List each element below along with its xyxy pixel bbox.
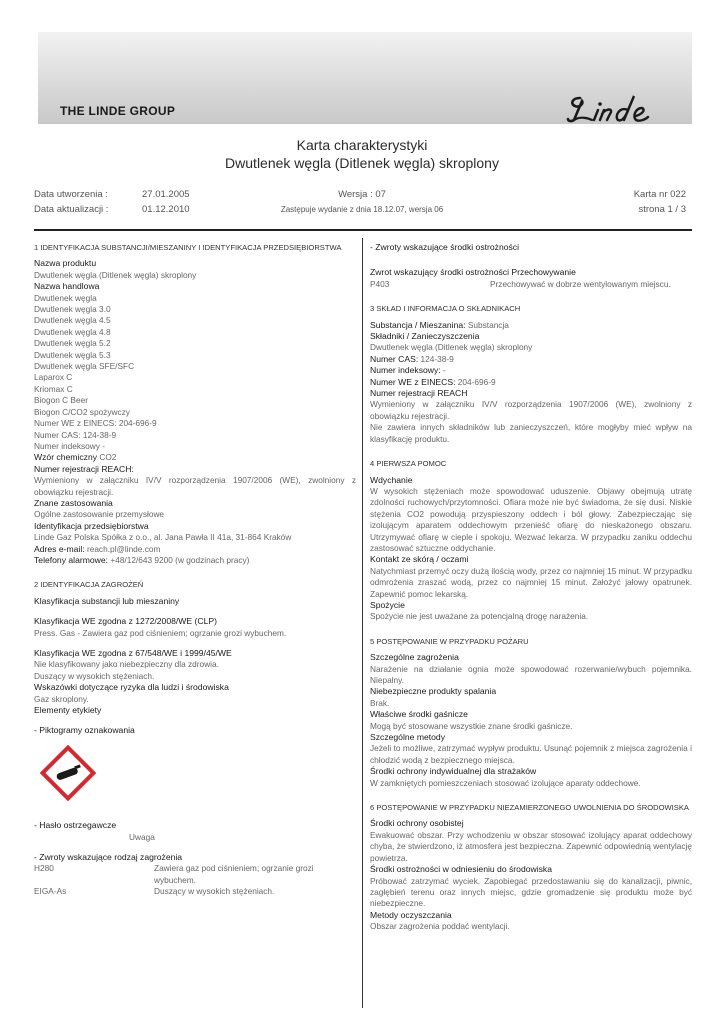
reach-text: Wymieniony w załączniku IV/V rozporządzenia 1907/2006 (WE), zwolniony z obowiązku rejestracji. (34, 475, 356, 497)
inhalation-text: W wysokich stężeniach może spowodować uduszenie. Objawy obejmują utratę zdolności ruchowych/przytomności. Ofiara może nie być świadoma, że się dusi. Niskie stężenia CO2 powodują przyspieszony oddech i ból głowy. Zabezpieczając się izolującym aparatem oddechowym przenieść ofiarę do nieskażonego obszaru. Utrzymywać ofiarę w cieple i spokoju. Wezwać lekarza. W przypadku zaniku oddechu zastosować sztuczne oddychanie. (370, 485, 692, 553)
label-elements: Elementy etykiety (34, 705, 102, 716)
trade-name-label: Nazwa handlowa (34, 281, 100, 292)
extinguishing-label: Właściwe środki gaśnicze (370, 709, 468, 720)
special-methods-text: Jeżeli to możliwe, zatrzymać wypływ produktu. Usunąć pojemnik z miejsca zagrożenia i chłodzić wodą z bezpiecznego miejsca. (370, 743, 692, 765)
cleanup-label: Metody oczyszczania (370, 909, 452, 920)
reach-text-right: Wymieniony w załączniku IV/V rozporządzenia 1907/2006 (WE), zwolniony z obowiązku rejestracji. (370, 399, 692, 421)
formula-label: Wzór chemiczny (34, 452, 98, 463)
combustion-text: Brak. (370, 697, 390, 708)
precaution-code: P403 (370, 278, 390, 289)
phone-label: Telefony alarmowe: (34, 554, 109, 565)
trade-name-item: Dwutlenek węgla 4.5 (34, 315, 111, 326)
trade-name-item: Numer indeksowy - (34, 440, 106, 451)
trade-name-item: Dwutlenek węgla (34, 292, 97, 303)
trade-name-item: Numer WE z EINECS: 204-696-9 (34, 418, 157, 429)
skin-contact-label: Kontakt ze skórą / oczami (370, 554, 469, 565)
ingestion-label: Spożycie (370, 599, 405, 610)
ghs04-gas-cylinder-icon (38, 743, 98, 803)
classification-label: Klasyfikacja substancji lub mieszaniny (34, 595, 180, 606)
company-label: Identyfikacja przedsiębiorstwa (34, 520, 149, 531)
created-label: Data utworzenia : (34, 189, 108, 200)
cleanup-text: Obszar zagrożenia poddać wentylacji. (370, 921, 510, 932)
fire-hazards-text: Narażenie na działanie ognia może spowodować rozerwanie/wybuch pojemnika. Niepalny. (370, 663, 692, 685)
firefighter-ppe-label: Środki ochrony indywidualnej dla strażaków (370, 766, 537, 777)
page-number: strona 1 / 3 (638, 204, 686, 215)
section-1-title: 1 IDENTYFIKACJA SUBSTANCJI/MIESZANINY I IDENTYFIKACJA PRZEDSIĘBIORSTWA (34, 243, 342, 252)
section-3-title: 3 SKŁAD I INFORMACJA O SKŁADNIKACH (370, 304, 521, 314)
hazard-statement-row (34, 886, 356, 897)
ec-value: 204-696-9 (457, 376, 496, 387)
document-subtitle: Dwutlenek węgla (Ditlenek węgla) skroplony (225, 155, 499, 171)
updated-value: 01.12.2010 (142, 204, 190, 215)
signal-word-value: Uwaga (129, 831, 155, 842)
card-number: Karta nr 022 (633, 189, 686, 200)
components-value: Dwutlenek węgla (Ditlenek węgla) skroplony (370, 342, 533, 353)
reach-label: Numer rejestracji REACH: (34, 463, 134, 474)
header-rule (34, 229, 692, 231)
email-value[interactable]: reach.pl@linde.com (86, 543, 161, 554)
trade-name-item: Kriomax C (34, 383, 73, 394)
extinguishing-text: Mogą być stosowane wszystkie znane środki gaśnicze. (370, 720, 573, 731)
hazard-statements-label: - Zwroty wskazujące rodzaj zagrożenia (34, 852, 183, 863)
cas-value: 124-38-9 (420, 353, 454, 364)
environmental-text: Próbować zatrzymać wyciek. Zapobiegać przedostawaniu się do kanalizacji, piwnic, zagłębień terenu oraz innych miejsc, gdzie gromadzenie się produktu może być niebezpieczne. (370, 875, 692, 909)
hazard-code: H280 (34, 863, 54, 874)
hazard-text: Duszący w wysokich stężeniach. (154, 886, 275, 897)
risk-text: Gaz skroplony. (34, 693, 89, 704)
trade-name-item: Dwutlenek węgla 5.3 (34, 349, 111, 360)
skin-contact-text: Natychmiast przemyć oczy dużą ilością wody, przez co najmniej 15 minut. W przypadku odmrożenia zraszać wodą, przez co najmniej 15 minut. Założyć jałowy opatrunek. Zapewnić pomoc lekarską. (370, 565, 692, 599)
uses-label: Znane zastosowania (34, 497, 113, 508)
uses-text: Ogólne zastosowanie przemysłowe (34, 509, 165, 520)
section-6-title: 6 POSTĘPOWANIE W PRZYPADKU NIEZAMIERZONEGO UWOLNIENIA DO ŚRODOWISKA (370, 803, 689, 813)
risk-label: Wskazówki dotyczące ryzyka dla ludzi i środowiska (34, 682, 229, 693)
replaces-note: Zastępuje wydanie z dnia 18.12.07, wersja 06 (280, 205, 444, 214)
trade-name-item: Dwutlenek węgla 4.8 (34, 326, 111, 337)
environmental-label: Środki ostrożności w odniesieniu do środowiska (370, 864, 552, 875)
dsd-label: Klasyfikacja WE zgodna z 67/548/WE i 1999/45/WE (34, 648, 232, 658)
left-column (34, 240, 356, 898)
substance-value: Substancja (467, 319, 509, 330)
trade-name-item: Dwutlenek węgla SFE/SFC (34, 361, 135, 372)
precaution-text: Przechowywać w dobrze wentylowanym miejscu. (490, 278, 671, 289)
reach-label-right: Numer rejestracji REACH (370, 388, 468, 399)
section-5-title: 5 POSTĘPOWANIE W PRZYPADKU POŻARU (370, 636, 529, 646)
ec-label: Numer WE z EINECS: (370, 376, 456, 387)
section-2-title: 2 IDENTYFIKACJA ZAGROŻEŃ (34, 580, 144, 590)
signal-word-label: - Hasło ostrzegawcze (34, 820, 117, 831)
updated-label: Data aktualizacji : (34, 204, 109, 215)
phone-value: +48/12/643 9200 (w godzinach pracy) (110, 554, 250, 565)
special-methods-label: Szczególne metody (370, 732, 445, 743)
trade-name-item: Laparox C (34, 372, 73, 383)
personal-precautions-label: Środki ochrony osobistej (370, 818, 464, 829)
company-text: Linde Gaz Polska Spółka z o.o., al. Jana Pawła II 41a, 31-864 Kraków (34, 532, 292, 543)
components-label: Składniki / Zanieczyszczenia (370, 331, 480, 342)
personal-precautions-text: Ewakuować obszar. Przy wchodzeniu w obszar stosować izolujący aparat oddechowy chyba, że stwierdzono, iż atmosfera jest bezpieczna. Zapewnić odpowiednią wentylację powietrza. (370, 829, 692, 863)
fire-hazards-label: Szczególne zagrożenia (370, 652, 459, 663)
storage-label: Zwrot wskazujący środki ostrożności Przechowywanie (370, 267, 576, 278)
section-4-title: 4 PIERWSZA POMOC (370, 459, 447, 469)
product-name: Dwutlenek węgla (Ditlenek węgla) skroplony (34, 269, 197, 280)
clp-text: Press. Gas - Zawiera gaz pod ciśnieniem; ogrzanie grozi wybuchem. (34, 627, 287, 638)
dsd-text: Duszący w wysokich stężeniach. (34, 670, 155, 681)
trade-name-item: Dwutlenek węgla 3.0 (34, 304, 111, 315)
combustion-label: Niebezpieczne produkty spalania (370, 686, 497, 697)
hazard-statement-row (34, 863, 356, 886)
document-title: Karta charakterystyki (296, 137, 428, 153)
clp-label: Klasyfikacja WE zgodna z 1272/2008/WE (CLP) (34, 616, 217, 627)
trade-name-item: Biogon C/CO2 spożywczy (34, 406, 130, 417)
precaution-row (370, 279, 692, 290)
dsd-text: Nie klasyfikowany jako niebezpieczny dla zdrowia. (34, 659, 219, 670)
hazard-code: EIGA-As (34, 886, 67, 897)
product-name-label: Nazwa produktu (34, 258, 97, 269)
pictograms-label: - Piktogramy oznakowania (34, 725, 135, 736)
group-name: THE LINDE GROUP (60, 104, 176, 118)
ingestion-text: Spożycie nie jest uważane za potencjalną drogę narażenia. (370, 611, 589, 622)
linde-logo (566, 92, 674, 124)
right-column (370, 240, 692, 933)
substance-label: Substancja / Mieszanina: (370, 319, 466, 330)
column-divider (362, 238, 363, 1008)
trade-name-item: Numer CAS: 124-38-9 (34, 429, 117, 440)
firefighter-ppe-text: W zamkniętych pomieszczeniach stosować izolujące aparaty oddechowe. (370, 777, 641, 788)
formula-value: CO2 (99, 452, 117, 463)
reach-text-right: Nie zawiera innych składników lub zanieczyszczeń, które mogłyby mieć wpływ na klasyfikację produktu. (370, 422, 692, 444)
version: Wersja : 07 (338, 189, 386, 200)
hazard-text: Zawiera gaz pod ciśnieniem; ogrzanie grozi wybuchem. (154, 863, 314, 885)
trade-name-item: Dwutlenek węgla 5.2 (34, 338, 111, 349)
email-label: Adres e-mail: (34, 543, 85, 554)
cas-label: Numer CAS: (370, 353, 419, 364)
precaution-label: - Zwroty wskazujące środki ostrożności (370, 242, 520, 252)
index-value: - (443, 365, 446, 376)
created-value: 27.01.2005 (142, 189, 190, 200)
index-label: Numer indeksowy: (370, 365, 441, 376)
inhalation-label: Wdychanie (370, 474, 413, 485)
trade-name-item: Biogon C Beer (34, 395, 88, 406)
